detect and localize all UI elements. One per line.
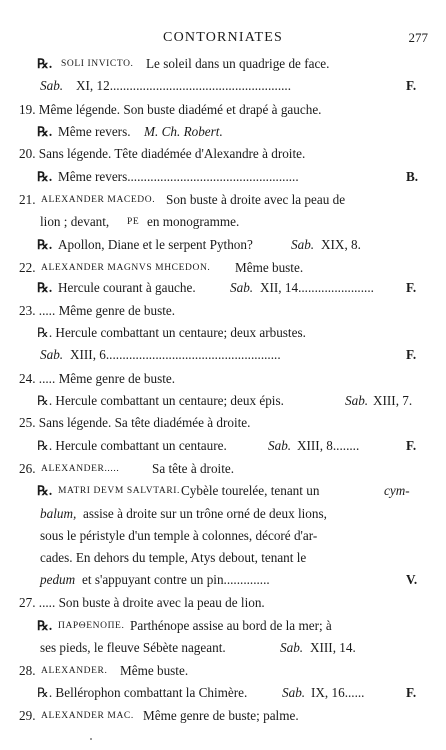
text-line (0, 189, 446, 211)
text-line (0, 637, 446, 659)
text-line (0, 234, 446, 256)
line-text: IX, 16...... (311, 685, 365, 700)
text-line (0, 211, 446, 233)
italic-reference: Sab. (268, 438, 292, 453)
text-line (0, 75, 446, 97)
line-text: XIII, 8........ (297, 438, 360, 453)
reverse-symbol: ℞. (37, 280, 53, 295)
text-line (0, 480, 446, 502)
text-line (0, 547, 446, 569)
line-text: Le soleil dans un quadrige de face. (146, 56, 330, 71)
line-text: ℞. Bellérophon combattant la Chimère. (37, 685, 248, 700)
text-line (0, 322, 446, 344)
legend-inscription: ΠΑΡΘΕΝΟΠΕ. (58, 621, 125, 631)
text-line (0, 121, 446, 143)
line-text: Même buste. (120, 663, 189, 678)
line-text: assise à droite sur un trône orné de deux lions, (83, 506, 327, 521)
page-header (0, 30, 446, 50)
italic-reference: Sab. (230, 280, 254, 295)
text-line (0, 99, 446, 121)
text-line (0, 503, 446, 525)
line-text: 27. ..... Son buste à droite avec la peau de lion. (19, 595, 265, 610)
italic-reference: Sab. (40, 78, 64, 93)
line-text: en monogramme. (147, 214, 240, 229)
line-text: 26. (19, 461, 36, 476)
line-text: 20. Sans légende. Tête diadémée d'Alexandre à droite. (19, 146, 306, 161)
italic-reference: Sab. (291, 237, 315, 252)
text-line (0, 344, 446, 366)
legend-inscription: ALEXANDER MAGNVS MHCEDON. (41, 263, 211, 273)
line-text: Son buste à droite avec la peau de (166, 192, 346, 207)
line-text: XIII, 14. (310, 640, 356, 655)
line-text: et s'appuyant contre un pin.............. (82, 572, 270, 587)
line-text: ses pieds, le fleuve Sébète nageant. (40, 640, 226, 655)
text-line (0, 592, 446, 614)
text-line (0, 435, 446, 457)
page-number: 277 (408, 30, 428, 45)
text-line (0, 300, 446, 322)
text-line (0, 525, 446, 547)
line-text: Parthénope assise au bord de la mer; à (130, 618, 332, 633)
text-line (0, 53, 446, 75)
collection-mark: F. (406, 347, 417, 362)
collection-mark: B. (406, 169, 419, 184)
line-text: ℞. Hercule combattant un centaure. (37, 438, 227, 453)
line-text: XII, 14....................... (260, 280, 374, 295)
italic-reference: Sab. (40, 347, 64, 362)
text-line (0, 277, 446, 299)
collection-mark: F. (406, 438, 417, 453)
line-text: ℞. Hercule combattant un centaure; deux arbustes. (37, 325, 306, 340)
line-text: 29. (19, 708, 36, 723)
text-line (0, 412, 446, 434)
line-text: XI, 12....................................................... (76, 78, 292, 93)
line-text: Même buste. (235, 260, 304, 275)
line-text: lion ; devant, (40, 214, 110, 229)
legend-inscription: ALEXANDER MACEDO. (41, 195, 156, 205)
print-speck (90, 738, 92, 740)
text-line (0, 569, 446, 591)
reverse-symbol: ℞. (37, 483, 53, 498)
reverse-symbol: ℞. (37, 124, 53, 139)
reverse-symbol: ℞. (37, 237, 53, 252)
line-text: Même revers. (58, 124, 131, 139)
reverse-symbol: ℞. (37, 618, 53, 633)
legend-inscription: PE (127, 217, 140, 227)
legend-inscription: ALEXANDER MAC. (41, 711, 134, 721)
collection-mark: F. (406, 685, 417, 700)
text-line (0, 368, 446, 390)
line-text: 22. (19, 260, 36, 275)
text-line (0, 166, 446, 188)
collection-mark: V. (406, 572, 418, 587)
italic-reference: pedum (40, 572, 76, 587)
line-text: 23. ..... Même genre de buste. (19, 303, 176, 318)
text-line (0, 458, 446, 480)
line-text: 28. (19, 663, 36, 678)
line-text: Apollon, Diane et le serpent Python? (58, 237, 253, 252)
line-text: cades. En dehors du temple, Atys debout, tenant le (40, 550, 307, 565)
legend-inscription: SOLI INVICTO. (61, 59, 134, 69)
text-line (0, 257, 446, 279)
text-line (0, 660, 446, 682)
line-text: 25. Sans légende. Sa tête diadémée à droite. (19, 415, 251, 430)
line-text: XIII, 6..................................................... (70, 347, 281, 362)
legend-inscription: ALEXANDER. (41, 666, 108, 676)
text-line (0, 705, 446, 727)
line-text: Cybèle tourelée, tenant un (181, 483, 320, 498)
line-text: ℞. Hercule combattant un centaure; deux épis. (37, 393, 284, 408)
line-text: Même genre de buste; palme. (143, 708, 299, 723)
italic-reference: M. Ch. Robert. (144, 124, 223, 139)
line-text: sous le péristyle d'un temple à colonnes, décoré d'ar- (40, 528, 318, 543)
line-text: XIX, 8. (321, 237, 361, 252)
italic-reference: Sab. (280, 640, 304, 655)
text-line (0, 390, 446, 412)
italic-reference: Sab. (282, 685, 306, 700)
text-line (0, 143, 446, 165)
text-line (0, 615, 446, 637)
line-text: Même revers.................................................... (58, 169, 299, 184)
legend-inscription: MATRI DEVM SALVTARI. (58, 486, 180, 496)
italic-reference: Sab. (345, 393, 369, 408)
line-text: Hercule courant à gauche. (58, 280, 196, 295)
legend-inscription: ALEXANDER..... (41, 464, 120, 474)
italic-reference: cym- (384, 483, 410, 498)
collection-mark: F. (406, 280, 417, 295)
italic-reference: balum, (40, 506, 77, 521)
collection-mark: F. (406, 78, 417, 93)
line-text: 19. Même légende. Son buste diadémé et drapé à gauche. (19, 102, 322, 117)
reverse-symbol: ℞. (37, 56, 53, 71)
line-text: XIII, 7. (373, 393, 413, 408)
line-text: 21. (19, 192, 36, 207)
text-line (0, 682, 446, 704)
running-title: CONTORNIATES (163, 30, 283, 45)
reverse-symbol: ℞. (37, 169, 53, 184)
line-text: Sa tête à droite. (152, 461, 235, 476)
line-text: 24. ..... Même genre de buste. (19, 371, 176, 386)
